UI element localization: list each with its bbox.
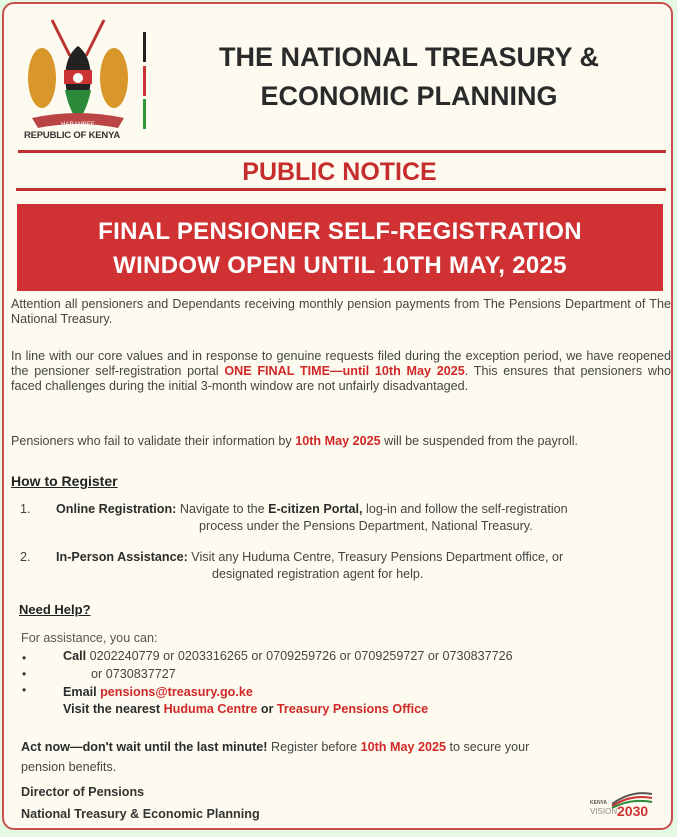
signoff-title: Director of Pensions	[21, 785, 145, 799]
paragraph-reopened: In line with our core values and in response to genuine requests filed during the exception period, we have reopened the pensioner self-registration portal ONE FINAL TIME—until 10th May 2025. This ensures that pensioners who faced challenges during the initial 3-month window are not unfairly disadvantaged.	[11, 349, 671, 393]
divider-red	[143, 66, 146, 96]
kenya-coat-of-arms-icon	[22, 18, 134, 140]
crest-label: REPUBLIC OF KENYA	[24, 130, 121, 141]
paragraph-suspension: Pensioners who fail to validate their information by 10th May 2025 will be suspended from the payroll.	[11, 434, 579, 448]
page-title	[164, 38, 654, 116]
how-to-register-heading: How to Register	[11, 473, 118, 489]
banner-line-2: WINDOW OPEN UNTIL 10TH MAY, 2025	[113, 252, 567, 279]
title-line-2: ECONOMIC PLANNING	[260, 81, 558, 111]
need-help-heading: Need Help?	[19, 602, 91, 617]
vision-2030-logo: KENYA VISION 2030	[586, 788, 656, 820]
rule-top	[18, 150, 666, 153]
email-link[interactable]: pensions@treasury.go.ke	[100, 685, 253, 699]
signoff-org: National Treasury & Economic Planning	[21, 807, 260, 821]
help-email: Email pensions@treasury.go.ke	[63, 685, 253, 699]
notice-heading: PUBLIC NOTICE	[242, 158, 437, 186]
divider-black	[143, 32, 146, 62]
crest-motto: HARAMBEE	[61, 122, 95, 128]
help-call-more: or 0730837727	[91, 667, 176, 681]
banner-line-1: FINAL PENSIONER SELF-REGISTRATION	[98, 218, 582, 245]
headline-banner	[17, 204, 663, 291]
help-call: Call 0202240779 or 0203316265 or 0709259726 or 0709259727 or 0730837726	[63, 649, 513, 663]
help-intro: For assistance, you can:	[21, 631, 158, 645]
title-line-1: THE NATIONAL TREASURY &	[218, 42, 600, 72]
help-visit: Visit the nearest Huduma Centre or Treasury Pensions Office	[63, 702, 429, 716]
public-notice: HARAMBEE REPUBLIC OF KENYA THE NATIONAL TREASURY & ECONOMIC PLANNING PUBLIC NOTICE FINAL PENSIONER SELF-REGISTRATION WINDOW OPEN UNTIL 10TH MAY, 2025 Attention all pensioners and Dependants receiving monthly pension payments from The Pensions Department of The National Treasury. In line with our core values and in response to genuine requests filed during the exception period, we have reopened the pensioner self-registration portal ONE FINAL TIME—until 10th May 2025. This ensures that pensioners who faced challenges during the initial 3-month window are not unfairly disadvantaged. Pensioners who fail to validate their information by 10th May 2025 will be suspended from the payroll. How to Register 1. Online Registration: Navigate to the E-citizen Portal, log-in and follow the self-registration process under the Pensions Department, National Treasury. 2. In-Person Assistance: Visit any Huduma Centre, Treasury Pensions Department office, or designated registration agent for help. Need Help? For assistance, you can: • • • Call 0202240779 or 0203316265 or 0709259726 or 0709259727 or 0730837726 or 0730837727 Email pensions@treasury.go.ke Visit the nearest Huduma Centre or Treasury Pensions Office Act now—don't wait until the last minute! Register before 10th May 2025 to secure your pension benefits. Director of Pensions National Treasury & Economic Planning KENYA VISION 2030	[2, 2, 673, 830]
call-to-action: Act now—don't wait until the last minute! Register before 10th May 2025 to secure your pension benefits.	[21, 740, 530, 774]
divider-green	[143, 99, 146, 129]
paragraph-attention: Attention all pensioners and Dependants receiving monthly pension payments from The Pensions Department of The National Treasury.	[11, 297, 671, 326]
rule-bottom	[16, 188, 666, 191]
step-online: 1. Online Registration: Navigate to the E-citizen Portal, log-in and follow the self-registration process under the Pensions Department, National Treasury.	[20, 502, 568, 533]
step-in-person: 2. In-Person Assistance: Visit any Huduma Centre, Treasury Pensions Department office, or designated registration agent for help.	[20, 550, 564, 581]
